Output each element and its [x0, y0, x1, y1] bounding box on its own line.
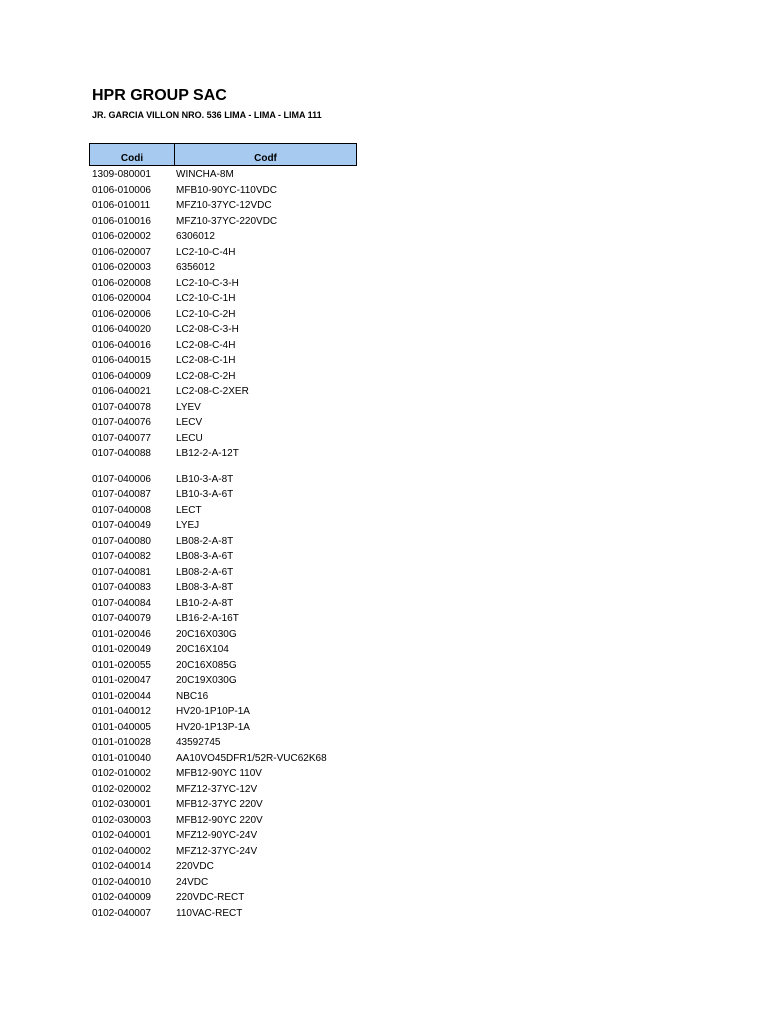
cell-codf: LC2-08-C-3-H	[176, 324, 239, 335]
cell-codf: LB12-2-A-12T	[176, 448, 239, 459]
cell-codi: 0102-010002	[92, 768, 151, 779]
cell-codi: 0101-040012	[92, 706, 151, 717]
cell-codf: LECU	[176, 432, 203, 444]
cell-codi: 0107-040078	[92, 401, 151, 413]
cell-codf: 24VDC	[176, 876, 209, 888]
cell-codf: 20C16X030G	[176, 628, 237, 640]
column-header-codi: Codi	[90, 144, 175, 165]
cell-codf: LC2-10-C-3-H	[176, 277, 239, 289]
cell-codf: 20C16X085G	[176, 659, 237, 671]
cell-codi: 0101-020049	[92, 644, 151, 655]
cell-codi: 0101-020047	[92, 675, 151, 686]
cell-codf: 6306012	[176, 231, 215, 242]
cell-codi: 0107-040006	[92, 473, 151, 485]
cell-codi: 0107-040084	[92, 597, 151, 609]
cell-codi: 0106-040009	[92, 370, 151, 382]
cell-codf: MFB10-90YC-110VDC	[176, 184, 277, 196]
cell-codf: LC2-08-C-2H	[176, 370, 236, 382]
cell-codf: LC2-08-C-1H	[176, 355, 236, 366]
cell-codi: 0101-020044	[92, 690, 151, 702]
cell-codi: 0102-040007	[92, 907, 151, 919]
cell-codf: MFZ10-37YC-220VDC	[176, 215, 278, 227]
cell-codf: MFB12-37YC 220V	[176, 799, 263, 810]
cell-codf: 220VDC-RECT	[176, 892, 245, 903]
cell-codi: 0107-040077	[92, 432, 151, 444]
cell-codi: 0106-020006	[92, 308, 151, 320]
cell-codi: 0101-010028	[92, 737, 151, 748]
cell-codi: 0106-020002	[92, 231, 151, 242]
cell-codi: 0107-040049	[92, 520, 151, 531]
cell-codf: LECT	[176, 504, 202, 516]
cell-codf: AA10VO45DFR1/52R-VUC62K68	[176, 752, 327, 764]
cell-codf: 6356012	[176, 262, 215, 273]
company-address: JR. GARCIA VILLON NRO. 536 LIMA - LIMA - LIMA 111	[92, 110, 322, 120]
cell-codi: 0107-040082	[92, 551, 151, 562]
cell-codi: 0107-040083	[92, 582, 151, 593]
cell-codf: 20C16X104	[176, 644, 229, 655]
cell-codf: NBC16	[176, 690, 209, 702]
company-name: HPR GROUP SAC	[92, 87, 227, 104]
cell-codf: LB08-2-A-8T	[176, 535, 234, 547]
cell-codi: 1309-080001	[92, 169, 151, 180]
cell-codi: 0107-040088	[92, 448, 151, 459]
cell-codi: 0106-040015	[92, 355, 151, 366]
cell-codi: 0101-010040	[92, 752, 151, 764]
cell-codi: 0102-040014	[92, 861, 151, 872]
cell-codi: 0102-040009	[92, 892, 151, 903]
cell-codi: 0102-030003	[92, 814, 151, 826]
cell-codf: LYEV	[176, 401, 201, 413]
cell-codi: 0107-040079	[92, 613, 151, 624]
cell-codi: 0102-020002	[92, 783, 151, 795]
cell-codf: MFZ12-90YC-24V	[176, 830, 258, 841]
cell-codf: MFZ12-37YC-24V	[176, 845, 258, 857]
cell-codf: MFZ10-37YC-12VDC	[176, 200, 272, 211]
cell-codf: LB10-2-A-8T	[176, 597, 234, 609]
cell-codi: 0102-040001	[92, 830, 151, 841]
cell-codi: 0106-020007	[92, 246, 151, 258]
column-header-codf: Codf	[254, 153, 277, 164]
cell-codi: 0102-040010	[92, 876, 151, 888]
cell-codi: 0106-010016	[92, 215, 151, 227]
cell-codf: LC2-08-C-4H	[176, 339, 236, 351]
cell-codi: 0107-040087	[92, 489, 151, 500]
cell-codi: 0106-020003	[92, 262, 151, 273]
cell-codf: MFZ12-37YC-12V	[176, 783, 258, 795]
cell-codi: 0106-040021	[92, 386, 151, 397]
cell-codf: MFB12-90YC 110V	[176, 768, 262, 779]
cell-codi: 0107-040081	[92, 566, 151, 578]
cell-codf: LB08-3-A-6T	[176, 551, 234, 562]
cell-codf: 43592745	[176, 737, 221, 748]
cell-codf: 20C19X030G	[176, 675, 237, 686]
cell-codi: 0107-040008	[92, 504, 151, 516]
cell-codf: HV20-1P10P-1A	[176, 706, 250, 717]
cell-codi: 0106-040016	[92, 339, 151, 351]
cell-codf: LB16-2-A-16T	[176, 613, 239, 624]
cell-codi: 0102-040002	[92, 845, 151, 857]
cell-codf: LB10-3-A-6T	[176, 489, 234, 500]
cell-codi: 0106-020008	[92, 277, 151, 289]
cell-codi: 0101-020046	[92, 628, 151, 640]
cell-codi: 0106-010011	[92, 200, 151, 211]
cell-codi: 0107-040080	[92, 535, 151, 547]
cell-codf: LB08-3-A-8T	[176, 582, 234, 593]
cell-codf: LECV	[176, 417, 203, 428]
cell-codf: WINCHA-8M	[176, 169, 234, 180]
cell-codf: LC2-10-C-1H	[176, 293, 236, 304]
cell-codf: 110VAC-RECT	[176, 907, 243, 919]
cell-codi: 0106-020004	[92, 293, 151, 304]
cell-codf: HV20-1P13P-1A	[176, 721, 250, 733]
cell-codf: LC2-10-C-4H	[176, 246, 236, 258]
cell-codi: 0106-010006	[92, 184, 151, 196]
cell-codi: 0101-020055	[92, 659, 151, 671]
cell-codf: LB10-3-A-8T	[176, 473, 234, 485]
cell-codi: 0101-040005	[92, 721, 151, 733]
cell-codf: LC2-08-C-2XER	[176, 386, 249, 397]
cell-codf: LYEJ	[176, 520, 200, 531]
cell-codi: 0102-030001	[92, 799, 151, 810]
cell-codf: 220VDC	[176, 861, 214, 872]
table-header	[89, 143, 357, 166]
cell-codi: 0107-040076	[92, 417, 151, 428]
cell-codf: MFB12-90YC 220V	[176, 814, 263, 826]
cell-codi: 0106-040020	[92, 324, 151, 335]
cell-codf: LC2-10-C-2H	[176, 308, 236, 320]
cell-codf: LB08-2-A-6T	[176, 566, 234, 578]
